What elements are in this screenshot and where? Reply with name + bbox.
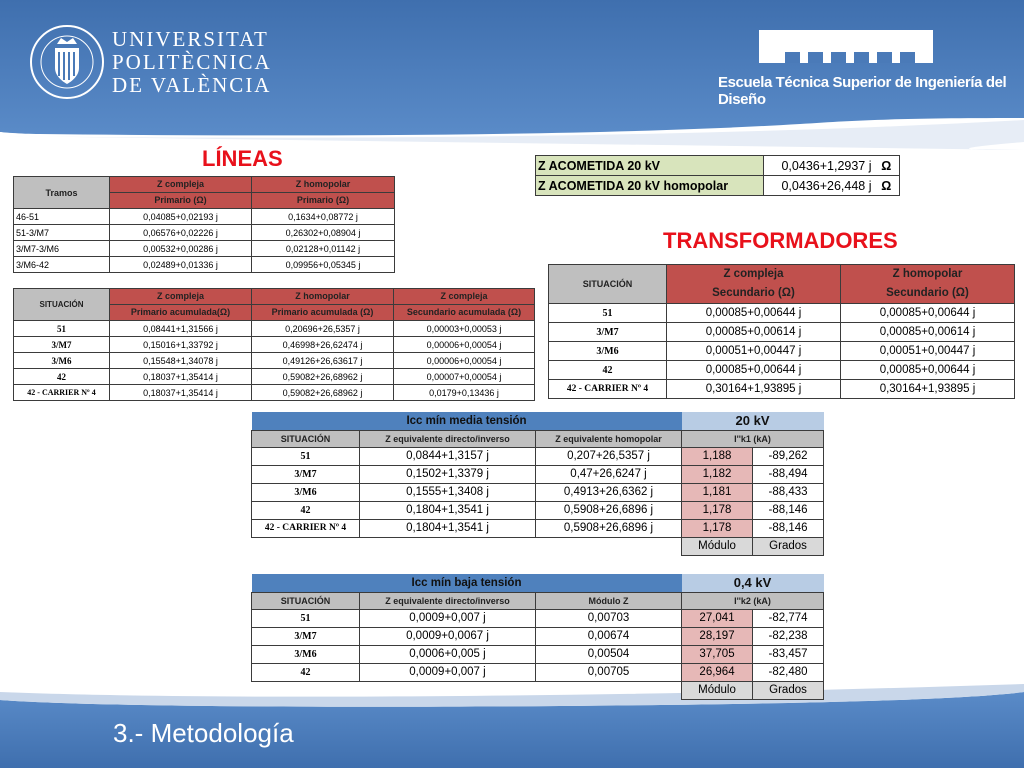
table-row: 51 0,0009+0,007 j 0,00703 27,041 -82,774 bbox=[252, 609, 824, 627]
icc-baja-title: Icc mín baja tensión bbox=[252, 574, 682, 592]
table-row: 42 - CARRIER Nº 4 0,30164+1,93895 j 0,30164+1,93895 j bbox=[549, 380, 1015, 399]
col-situacion: SITUACIÓN bbox=[252, 430, 360, 447]
lineas-tramos-table bbox=[13, 176, 395, 273]
table-row: 3/M6 0,00051+0,00447 j 0,00051+0,00447 j bbox=[549, 342, 1015, 361]
col-a-2: Primario acumulada(Ω) bbox=[110, 305, 252, 321]
table-row: 42 0,00085+0,00644 j 0,00085+0,00644 j bbox=[549, 361, 1015, 380]
col-b-1: Z homopolar bbox=[841, 265, 1015, 285]
grados-label: Grados bbox=[753, 681, 824, 699]
grados-label: Grados bbox=[753, 537, 824, 555]
school-name: Escuela Técnica Superior de Ingeniería del Diseño bbox=[718, 74, 1007, 108]
university-name-line2: POLITÈCNICA bbox=[112, 50, 272, 74]
col-zh: Z equivalente homopolar bbox=[536, 430, 682, 447]
table-row: 51 0,00085+0,00644 j 0,00085+0,00644 j bbox=[549, 304, 1015, 323]
school-logo-icon bbox=[759, 30, 933, 63]
table-row: 42 0,1804+1,3541 j 0,5908+26,6896 j 1,178 -88,146 bbox=[252, 501, 824, 519]
table-row: 3/M6 0,15548+1,34078 j 0,49126+26,63617 j 0,00006+0,00054 j bbox=[14, 353, 535, 369]
table-row: 3/M7-3/M6 0,00532+0,00286 j 0,02128+0,01142 j bbox=[14, 241, 395, 257]
col-a-1: Z compleja bbox=[667, 265, 841, 285]
col-tramos: Tramos bbox=[14, 177, 110, 209]
table-row: Z ACOMETIDA 20 kV homopolar 0,0436+26,448 j Ω bbox=[536, 176, 900, 196]
col-ik1: I''k1 (kA) bbox=[682, 430, 824, 447]
university-name-line1: UNIVERSITAT bbox=[112, 27, 269, 51]
table-row: 3/M6 0,1555+1,3408 j 0,4913+26,6362 j 1,181 -88,433 bbox=[252, 483, 824, 501]
table-row: 3/M7 0,15016+1,33792 j 0,46998+26,62474 j 0,00006+0,00054 j bbox=[14, 337, 535, 353]
col-b-2: Secundario (Ω) bbox=[841, 285, 1015, 304]
table-row: 51 0,0844+1,3157 j 0,207+26,5357 j 1,188 -89,262 bbox=[252, 447, 824, 465]
icc-media-voltage: 20 kV bbox=[682, 412, 824, 430]
col-situacion: SITUACIÓN bbox=[549, 265, 667, 304]
transformadores-table bbox=[548, 264, 1015, 399]
lineas-title: LÍNEAS bbox=[202, 146, 283, 171]
table-row: 3/M6 0,0006+0,005 j 0,00504 37,705 -83,457 bbox=[252, 645, 824, 663]
university-name-line3: DE VALÈNCIA bbox=[112, 73, 272, 97]
table-row: 3/M7 0,1502+1,3379 j 0,47+26,6247 j 1,182 -88,494 bbox=[252, 465, 824, 483]
table-row: 46-51 0,04085+0,02193 j 0,1634+0,08772 j bbox=[14, 209, 395, 225]
col-zd: Z equivalente directo/inverso bbox=[360, 592, 536, 609]
section-title: 3.- Metodología bbox=[113, 718, 294, 748]
col-c-2: Secundario acumulada (Ω) bbox=[394, 305, 535, 321]
table-row: 42 0,0009+0,007 j 0,00705 26,964 -82,480 bbox=[252, 663, 824, 681]
col-situacion: SITUACIÓN bbox=[14, 289, 110, 321]
table-row: Z ACOMETIDA 20 kV 0,0436+1,2937 j Ω bbox=[536, 156, 900, 176]
col-ik2: I''k2 (kA) bbox=[682, 592, 824, 609]
col-modulo-z: Módulo Z bbox=[536, 592, 682, 609]
table-row: 3/M7 0,00085+0,00614 j 0,00085+0,00614 j bbox=[549, 323, 1015, 342]
table-row: 42 - CARRIER Nº 4 0,18037+1,35414 j 0,59082+26,68962 j 0,0179+0,13436 j bbox=[14, 385, 535, 401]
col-zd: Z equivalente directo/inverso bbox=[360, 430, 536, 447]
table-row: 51 0,08441+1,31566 j 0,20696+26,5357 j 0,00003+0,00053 j bbox=[14, 321, 535, 337]
table-row: 42 0,18037+1,35414 j 0,59082+26,68962 j 0,00007+0,00054 j bbox=[14, 369, 535, 385]
icc-baja-table bbox=[251, 574, 824, 700]
col-zc-1: Z compleja bbox=[110, 177, 252, 193]
col-c-1: Z compleja bbox=[394, 289, 535, 305]
modulo-label: Módulo bbox=[682, 537, 753, 555]
col-b-1: Z homopolar bbox=[252, 289, 394, 305]
transformadores-title: TRANSFORMADORES bbox=[663, 228, 898, 253]
col-a-1: Z compleja bbox=[110, 289, 252, 305]
modulo-label: Módulo bbox=[682, 681, 753, 699]
acometida-table bbox=[535, 155, 900, 196]
col-situacion: SITUACIÓN bbox=[252, 592, 360, 609]
col-zh-1: Z homopolar bbox=[252, 177, 395, 193]
table-row: 42 - CARRIER Nº 4 0,1804+1,3541 j 0,5908+26,6896 j 1,178 -88,146 bbox=[252, 519, 824, 537]
col-zh-2: Primario (Ω) bbox=[252, 193, 395, 209]
icc-media-title: Icc mín media tensión bbox=[252, 412, 682, 430]
table-row: 3/M7 0,0009+0,0067 j 0,00674 28,197 -82,238 bbox=[252, 627, 824, 645]
col-a-2: Secundario (Ω) bbox=[667, 285, 841, 304]
lineas-acumulada-table bbox=[13, 288, 535, 401]
table-row: 3/M6-42 0,02489+0,01336 j 0,09956+0,05345 j bbox=[14, 257, 395, 273]
col-zc-2: Primario (Ω) bbox=[110, 193, 252, 209]
icc-baja-voltage: 0,4 kV bbox=[682, 574, 824, 592]
table-row: 51-3/M7 0,06576+0,02226 j 0,26302+0,08904 j bbox=[14, 225, 395, 241]
col-b-2: Primario acumulada (Ω) bbox=[252, 305, 394, 321]
icc-media-table bbox=[251, 412, 824, 556]
